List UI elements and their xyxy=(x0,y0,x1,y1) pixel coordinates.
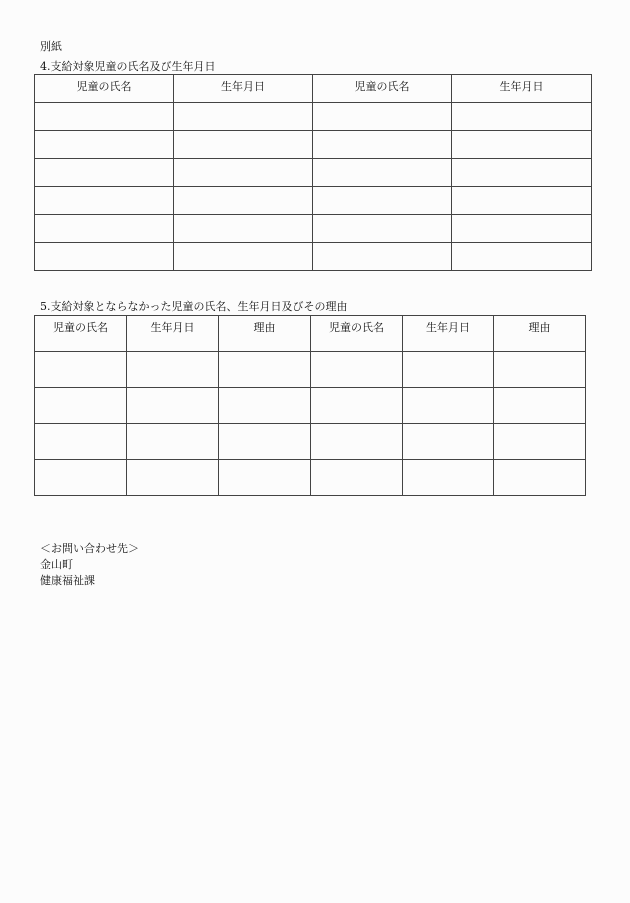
ineligible-children-table xyxy=(34,315,586,496)
cell-child-name[interactable] xyxy=(311,424,403,460)
table-row xyxy=(35,352,586,388)
cell-child-name[interactable] xyxy=(311,388,403,424)
table-row xyxy=(35,424,586,460)
cell-reason[interactable] xyxy=(219,352,311,388)
cell-child-name[interactable] xyxy=(313,159,452,187)
attachment-label: 別紙 xyxy=(40,40,62,53)
contact-department: 健康福祉課 xyxy=(40,574,95,587)
cell-birthdate[interactable] xyxy=(403,424,494,460)
cell-birthdate[interactable] xyxy=(127,388,219,424)
cell-birthdate[interactable] xyxy=(403,352,494,388)
cell-birthdate[interactable] xyxy=(127,352,219,388)
header-birthdate: 生年月日 xyxy=(174,75,313,103)
eligible-children-table xyxy=(34,74,592,271)
cell-child-name[interactable] xyxy=(35,103,174,131)
cell-reason[interactable] xyxy=(219,460,311,496)
header-child-name: 児童の氏名 xyxy=(313,75,452,103)
section4-title: 4.支給対象児童の氏名及び生年月日 xyxy=(40,60,216,73)
header-child-name: 児童の氏名 xyxy=(311,316,403,352)
header-birthdate: 生年月日 xyxy=(403,316,494,352)
cell-child-name[interactable] xyxy=(35,187,174,215)
cell-birthdate[interactable] xyxy=(452,187,592,215)
cell-reason[interactable] xyxy=(494,388,586,424)
cell-child-name[interactable] xyxy=(35,159,174,187)
cell-child-name[interactable] xyxy=(35,352,127,388)
cell-child-name[interactable] xyxy=(313,103,452,131)
cell-birthdate[interactable] xyxy=(452,215,592,243)
cell-birthdate[interactable] xyxy=(174,187,313,215)
cell-child-name[interactable] xyxy=(35,460,127,496)
table-row xyxy=(35,187,592,215)
header-reason: 理由 xyxy=(219,316,311,352)
table-row xyxy=(35,131,592,159)
cell-child-name[interactable] xyxy=(35,131,174,159)
cell-birthdate[interactable] xyxy=(452,103,592,131)
table-row xyxy=(35,159,592,187)
table-row xyxy=(35,103,592,131)
cell-child-name[interactable] xyxy=(35,388,127,424)
cell-child-name[interactable] xyxy=(35,424,127,460)
cell-birthdate[interactable] xyxy=(174,131,313,159)
cell-birthdate[interactable] xyxy=(127,424,219,460)
cell-birthdate[interactable] xyxy=(174,243,313,271)
table-row xyxy=(35,388,586,424)
cell-child-name[interactable] xyxy=(313,131,452,159)
cell-reason[interactable] xyxy=(494,460,586,496)
cell-child-name[interactable] xyxy=(35,215,174,243)
cell-birthdate[interactable] xyxy=(403,460,494,496)
header-birthdate: 生年月日 xyxy=(127,316,219,352)
cell-reason[interactable] xyxy=(494,424,586,460)
table-row xyxy=(35,243,592,271)
cell-child-name[interactable] xyxy=(313,215,452,243)
header-reason: 理由 xyxy=(494,316,586,352)
table-header-row xyxy=(35,75,592,103)
cell-birthdate[interactable] xyxy=(127,460,219,496)
cell-birthdate[interactable] xyxy=(174,103,313,131)
cell-birthdate[interactable] xyxy=(403,388,494,424)
table-row xyxy=(35,460,586,496)
cell-reason[interactable] xyxy=(219,424,311,460)
cell-child-name[interactable] xyxy=(35,243,174,271)
contact-town: 金山町 xyxy=(40,558,73,571)
cell-reason[interactable] xyxy=(219,388,311,424)
cell-birthdate[interactable] xyxy=(174,215,313,243)
header-birthdate: 生年月日 xyxy=(452,75,592,103)
section5-title: 5.支給対象とならなかった児童の氏名、生年月日及びその理由 xyxy=(40,300,348,313)
cell-birthdate[interactable] xyxy=(174,159,313,187)
cell-child-name[interactable] xyxy=(311,460,403,496)
cell-child-name[interactable] xyxy=(313,187,452,215)
cell-birthdate[interactable] xyxy=(452,243,592,271)
contact-heading: ＜お問い合わせ先＞ xyxy=(40,542,139,555)
cell-child-name[interactable] xyxy=(311,352,403,388)
table-header-row xyxy=(35,316,586,352)
cell-birthdate[interactable] xyxy=(452,159,592,187)
header-child-name: 児童の氏名 xyxy=(35,75,174,103)
cell-reason[interactable] xyxy=(494,352,586,388)
table-row xyxy=(35,215,592,243)
cell-child-name[interactable] xyxy=(313,243,452,271)
header-child-name: 児童の氏名 xyxy=(35,316,127,352)
cell-birthdate[interactable] xyxy=(452,131,592,159)
